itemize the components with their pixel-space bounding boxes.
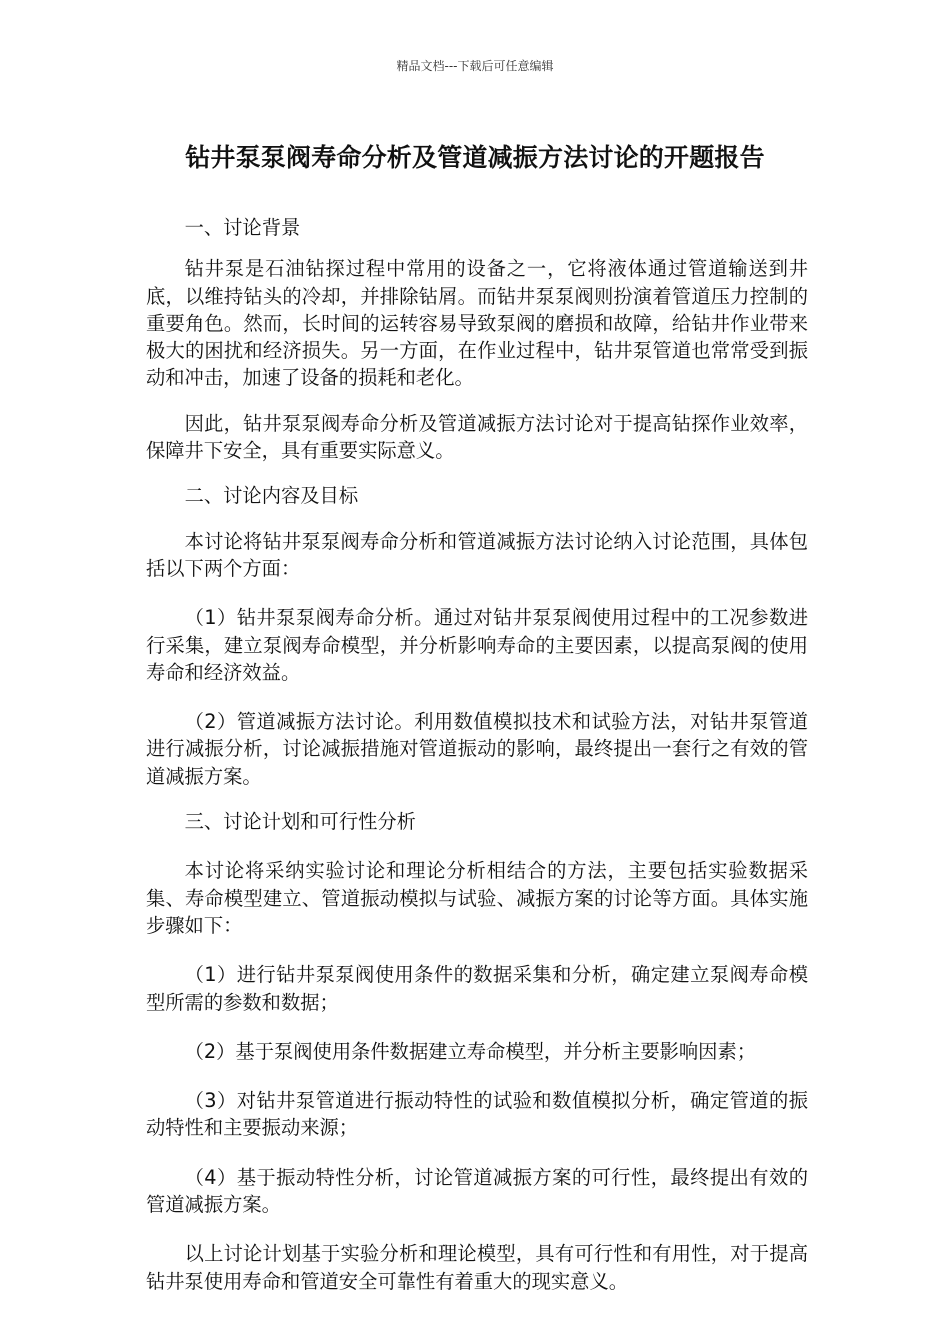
paragraph-background-2: 因此，钻井泵泵阀寿命分析及管道减振方法讨论对于提高钻探作业效率，保障井下安全，具有重要实际意义。 <box>146 411 808 463</box>
document-title: 钻井泵泵阀寿命分析及管道减振方法讨论的开题报告 <box>185 143 765 172</box>
paragraph-plan-step-2: （2）基于泵阀使用条件数据建立寿命模型，并分析主要影响因素； <box>184 1039 757 1063</box>
header-note: 精品文档---下载后可任意编辑 <box>396 59 554 73</box>
paragraph-content-intro: 本讨论将钻井泵泵阀寿命分析和管道减振方法讨论纳入讨论范围，具体包括以下两个方面： <box>146 529 808 580</box>
document-body <box>146 214 808 1295</box>
paragraph-conclusion: 以上讨论计划基于实验分析和理论模型，具有可行性和有用性，对于提高钻井泵使用寿命和管道安全可靠性有着重大的现实意义。 <box>146 1242 808 1293</box>
section-heading-content: 二、讨论内容及目标 <box>184 484 359 508</box>
paragraph-plan-step-3: （3）对钻井泵管道进行振动特性的试验和数值模拟分析，确定管道的振动特性和主要振动来源； <box>146 1089 808 1140</box>
section-heading-plan: 三、讨论计划和可行性分析 <box>184 810 416 834</box>
paragraph-content-item-2: （2）管道减振方法讨论。利用数值模拟技术和试验方法，对钻井泵管道进行减振分析，讨论减振措施对管道振动的影响，最终提出一套行之有效的管道减振方案。 <box>146 710 808 788</box>
paragraph-plan-step-4: （4）基于振动特性分析，讨论管道减振方案的可行性，最终提出有效的管道减振方案。 <box>146 1165 808 1217</box>
paragraph-content-item-1: （1）钻井泵泵阀寿命分析。通过对钻井泵泵阀使用过程中的工况参数进行采集，建立泵阀寿命模型，并分析影响寿命的主要因素，以提高泵阀的使用寿命和经济效益。 <box>146 606 808 684</box>
paragraph-plan-intro: 本讨论将采纳实验讨论和理论分析相结合的方法，主要包括实验数据采集、寿命模型建立、管道振动模拟与试验、减振方案的讨论等方面。具体实施步骤如下： <box>146 859 808 937</box>
paragraph-background-1: 钻井泵是石油钻探过程中常用的设备之一，它将液体通过管道输送到井底，以维持钻头的冷却，并排除钻屑。而钻井泵泵阀则扮演着管道压力控制的重要角色。然而，长时间的运转容易导致泵阀的磨损和故障，给钻井作业带来极大的困扰和经济损失。另一方面，在作业过程中，钻井泵管道也常常受到振动和冲击，加速了设备的损耗和老化。 <box>146 257 808 390</box>
paragraph-plan-step-1: （1）进行钻井泵泵阀使用条件的数据采集和分析，确定建立泵阀寿命模型所需的参数和数据； <box>146 963 808 1014</box>
section-heading-background: 一、讨论背景 <box>184 216 301 239</box>
